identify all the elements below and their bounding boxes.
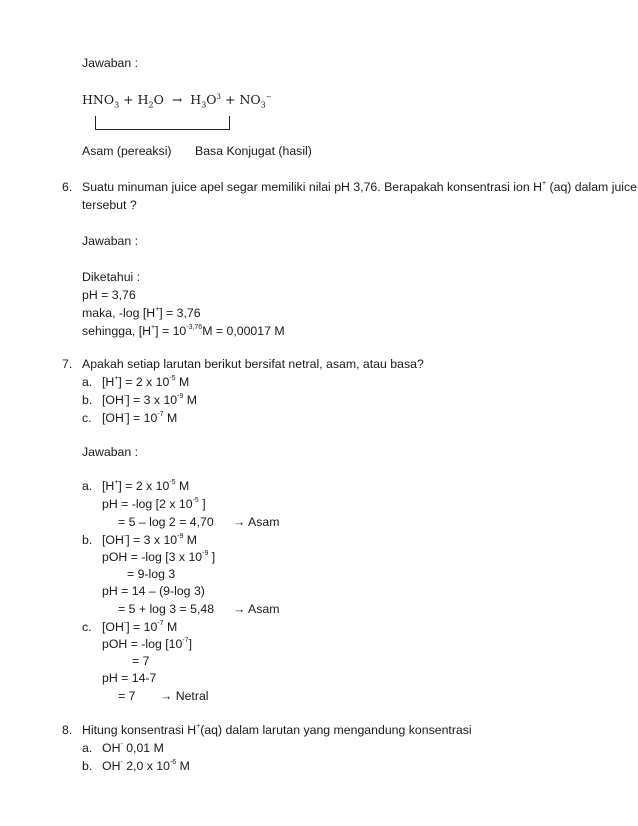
q7-solution-a-given: [H+] = 2 x $10^{-5}$ M (102, 479, 190, 493)
q7-solution-c-poh-eq: = 7 (132, 654, 150, 668)
answer-label: Jawaban : (82, 56, 139, 70)
q7-solution-a-ph: pH = -log [2 x $10^{-5}$ ] (102, 497, 206, 511)
q7-solution-c-eq: = 7 (118, 689, 136, 703)
q7-text: Apakah setiap larutan berikut bersifat netral, asam, atau basa? (82, 357, 424, 371)
q7-solution-b-eq: = 5 + log 3 = 5,48 (118, 602, 215, 616)
pair-bracket (95, 116, 230, 130)
q6-sehingga: sehingga, $[H^+] = 10^{-3,76}M = 0,00017$ M (82, 324, 285, 338)
q7-solution-c-poh: pOH = -log $[10^{-7}]$ (102, 637, 192, 651)
q7-solution-b-poh: pOH = -log [3 x $10^{-9}$ ] (102, 550, 216, 564)
q7-option-c: $[OH^-] = 10^{-7}$ M (102, 411, 178, 425)
q7-solution-b-label: b. (82, 533, 93, 547)
q7-option-b: [OH-] = 3 x $10^{-9}$ M (102, 393, 198, 407)
reaction-equation (82, 92, 272, 114)
q7-solution-a-result: → Asam (233, 515, 280, 529)
q7-answer-label: Jawaban : (82, 445, 139, 459)
reaction-arrow: → (171, 92, 183, 107)
q6-text-line2: tersebut ? (82, 198, 137, 212)
plus-sign: + (224, 92, 236, 107)
label-acid: Asam (pereaksi) (82, 144, 172, 158)
q7-option-b-label: b. (82, 393, 93, 407)
q7-solution-c-ph: pH = 14-7 (102, 671, 157, 685)
q7-solution-c-given: $[OH^-] = 10^{-7}$ M (102, 620, 178, 634)
q6-ph: pH = 3,76 (82, 288, 136, 302)
q8-option-a-label: a. (82, 741, 93, 755)
q7-solution-c-result: → Netral (160, 689, 209, 703)
q7-option-c-label: c. (82, 411, 92, 425)
no3: $NO_3^-$ (239, 92, 272, 110)
q7-solution-b-result: → Asam (233, 602, 280, 616)
q6-maka: maka, -log [H+] = 3,76 (82, 306, 201, 320)
h2o: $H_2O$ (137, 92, 164, 110)
q8-text: Hitung konsentrasi H+(aq) dalam larutan yang mengandung konsentrasi (82, 723, 472, 737)
q7-number: 7. (62, 357, 73, 371)
q7-solution-b-poh-eq: = 9-log 3 (127, 567, 176, 581)
q7-solution-b-ph: pH = 14 – (9-log 3) (102, 584, 205, 598)
q6-answer-label: Jawaban : (82, 234, 139, 248)
q7-solution-c-label: c. (82, 620, 92, 634)
h3o: $H_3O^3$ (190, 92, 221, 110)
hno3: $HNO_3$ (82, 92, 120, 110)
q7-solution-b-given: [OH-] = 3 x $10^{-9}$ M (102, 533, 198, 547)
q6-number: 6. (62, 180, 73, 194)
q6-text: Suatu minuman juice apel segar memiliki nilai pH 3,76. Berapakah konsentrasi ion H+ (aq) dalam juice (82, 180, 638, 194)
q7-option-a-label: a. (82, 375, 93, 389)
q8-option-b: OH- 2,0 x $10^{-6}$ M (102, 759, 190, 773)
label-conjugate-base: Basa Konjugat (hasil) (195, 144, 312, 158)
q8-number: 8. (62, 723, 73, 737)
q8-option-b-label: b. (82, 759, 93, 773)
q7-option-a: [H+] = 2 x $10^{-5}$ M (102, 375, 190, 389)
q6-diketahui: Diketahui : (82, 270, 141, 284)
q7-solution-a-label: a. (82, 479, 93, 493)
q7-solution-a-eq: = 5 – log 2 = 4,70 (118, 515, 214, 529)
plus-sign: + (123, 92, 134, 107)
q8-option-a: OH- 0,01 M (102, 741, 164, 755)
